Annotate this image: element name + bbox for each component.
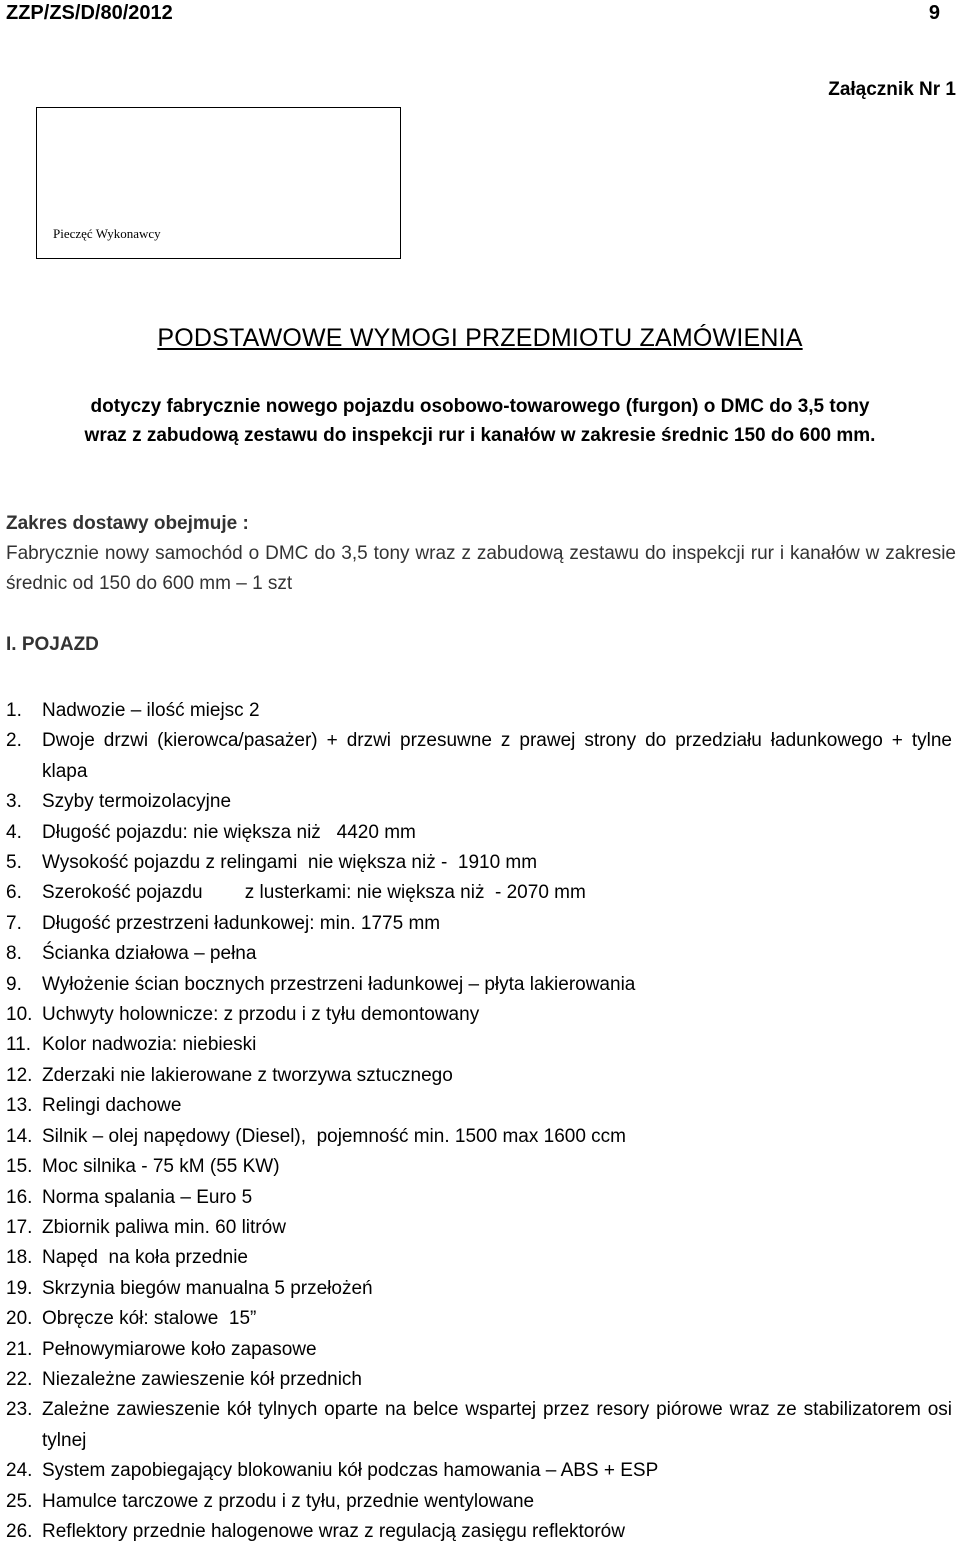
item-number: 10.	[6, 1004, 33, 1026]
item-number: 6.	[6, 882, 22, 904]
item-text: Napęd na koła przednie	[42, 1247, 248, 1269]
item-number: 25.	[6, 1490, 33, 1512]
list-item	[6, 1183, 952, 1213]
item-number: 13.	[6, 1095, 33, 1117]
item-text: Kolor nadwozia: niebieski	[42, 1034, 257, 1056]
item-text: Zderzaki nie lakierowane z tworzywa sztucznego	[42, 1064, 453, 1086]
section-heading: I. POJAZD	[6, 634, 99, 655]
scope-text: Fabrycznie nowy samochód o DMC do 3,5 tony wraz z zabudową zestawu do inspekcji rur i kanałów w zakresie średnic od 150 do 600 mm – 1 szt	[6, 543, 956, 594]
list-item	[6, 1395, 958, 1456]
item-text: Ścianka działowa – pełna	[42, 943, 257, 965]
list-item	[6, 1304, 952, 1334]
item-text: Dwoje drzwi (kierowca/pasażer) + drzwi przesuwne z prawej strony do przedziału ładunkowego + tylne klapa	[42, 730, 958, 782]
item-number: 11.	[6, 1034, 32, 1056]
item-text: Wysokość pojazdu z relingami nie większa niż - 1910 mm	[42, 852, 538, 874]
item-text: Uchwyty holownicze: z przodu i z tyłu demontowany	[42, 1004, 480, 1026]
list-item	[6, 1456, 952, 1486]
list-item	[6, 1122, 952, 1152]
item-number: 22.	[6, 1368, 33, 1390]
list-item	[6, 1517, 952, 1547]
list-item	[6, 1487, 952, 1517]
contractor-stamp-box	[36, 107, 401, 259]
list-item	[6, 1152, 952, 1182]
item-number: 14.	[6, 1125, 33, 1147]
item-number: 23.	[6, 1399, 33, 1421]
item-number: 17.	[6, 1216, 33, 1238]
item-number: 19.	[6, 1277, 33, 1299]
item-text: Reflektory przednie halogenowe wraz z regulacją zasięgu reflektorów	[42, 1520, 625, 1542]
item-text: Skrzynia biegów manualna 5 przełożeń	[42, 1277, 373, 1299]
item-text: Nadwozie – ilość miejsc 2	[42, 700, 260, 721]
list-item	[6, 1000, 952, 1030]
item-text: Niezależne zawieszenie kół przednich	[42, 1368, 363, 1390]
item-text: Szerokość pojazdu z lusterkami: nie większa niż - 2070 mm	[42, 882, 586, 904]
item-text: Pełnowymiarowe koło zapasowe	[42, 1338, 317, 1360]
item-number: 8.	[6, 943, 22, 965]
list-item	[6, 696, 952, 726]
item-text: Zbiornik paliwa min. 60 litrów	[42, 1216, 286, 1238]
item-number: 18.	[6, 1247, 33, 1269]
requirements-list	[6, 696, 958, 1547]
item-text: Szyby termoizolacyjne	[42, 791, 232, 813]
item-number: 24.	[6, 1460, 33, 1482]
scope-heading: Zakres dostawy obejmuje :	[6, 513, 249, 534]
list-item	[6, 1335, 952, 1365]
list-item	[6, 726, 958, 787]
item-text: Silnik – olej napędowy (Diesel), pojemność min. 1500 max 1600 ccm	[42, 1125, 626, 1147]
item-text: Długość przestrzeni ładunkowej: min. 1775 mm	[42, 912, 441, 934]
item-number: 21.	[6, 1338, 33, 1360]
item-number: 16.	[6, 1186, 33, 1208]
item-number: 12.	[6, 1064, 33, 1086]
list-item	[6, 1243, 952, 1273]
item-number: 4.	[6, 821, 22, 843]
list-item	[6, 939, 952, 969]
document-code: ZZP/ZS/D/80/2012	[6, 2, 173, 24]
list-item	[6, 1030, 952, 1060]
list-item	[6, 1091, 952, 1121]
list-item	[6, 1365, 952, 1395]
item-text: Obręcze kół: stalowe 15”	[42, 1308, 257, 1330]
item-number: 20.	[6, 1308, 33, 1330]
list-item	[6, 878, 952, 908]
document-title: PODSTAWOWE WYMOGI PRZEDMIOTU ZAMÓWIENIA	[157, 324, 803, 352]
item-number: 5.	[6, 852, 22, 874]
item-text: Relingi dachowe	[42, 1095, 182, 1117]
subtitle-line: dotyczy fabrycznie nowego pojazdu osobowo-towarowego (furgon) o DMC do 3,5 tony	[90, 396, 870, 417]
annex-label: Załącznik Nr 1	[828, 79, 956, 100]
list-item	[6, 1274, 952, 1304]
item-number: 7.	[6, 912, 22, 934]
list-item	[6, 1213, 952, 1243]
item-number: 9.	[6, 973, 22, 995]
item-number: 15.	[6, 1156, 33, 1178]
item-number: 2.	[6, 730, 22, 752]
stamp-label: Pieczęć Wykonawcy	[53, 226, 161, 241]
item-text: Długość pojazdu: nie większa niż 4420 mm	[42, 821, 416, 843]
item-text: Wyłożenie ścian bocznych przestrzeni ładunkowej – płyta lakierowania	[42, 973, 636, 995]
list-item	[6, 1061, 952, 1091]
page-number: 9	[928, 2, 940, 24]
list-item	[6, 848, 952, 878]
item-text: Hamulce tarczowe z przodu i z tyłu, przednie wentylowane	[42, 1490, 535, 1512]
item-number: 26.	[6, 1520, 33, 1542]
item-text: System zapobiegający blokowaniu kół podczas hamowania – ABS + ESP	[42, 1460, 659, 1482]
subtitle-line: wraz z zabudową zestawu do inspekcji rur i kanałów w zakresie średnic 150 do 600 mm.	[84, 425, 876, 446]
item-number: 3.	[6, 791, 22, 813]
item-number: 1.	[6, 700, 22, 721]
document-subtitle	[0, 392, 960, 450]
list-item	[6, 787, 952, 817]
item-text: Norma spalania – Euro 5	[42, 1186, 253, 1208]
item-text: Moc silnika - 75 kM (55 KW)	[42, 1156, 280, 1178]
list-item	[6, 818, 952, 848]
list-item	[6, 909, 952, 939]
item-text: Zależne zawieszenie kół tylnych oparte na belce wspartej przez resory piórowe wraz ze stabilizatorem osi tylnej	[42, 1399, 958, 1451]
list-item	[6, 970, 952, 1000]
